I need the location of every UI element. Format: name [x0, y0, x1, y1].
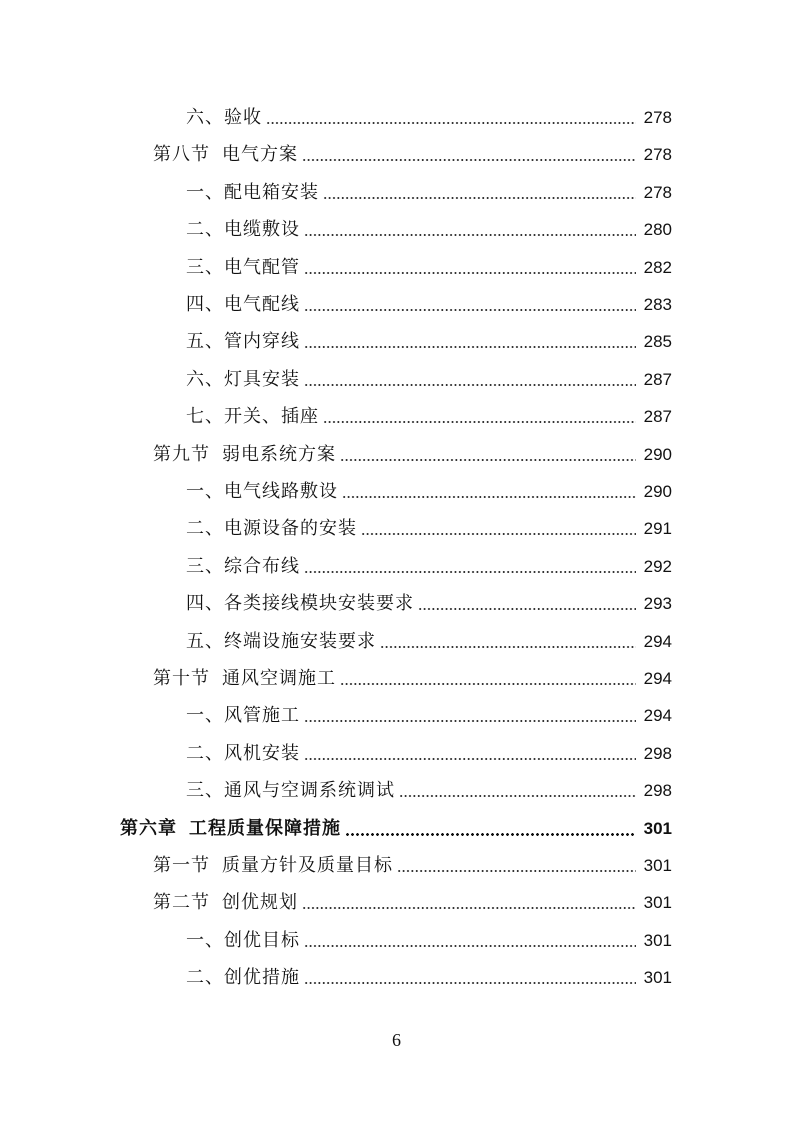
toc-entry[interactable] — [153, 848, 672, 878]
toc-entry[interactable] — [153, 137, 672, 167]
toc-entry[interactable] — [186, 624, 672, 654]
toc-entry-label: 三、综合布线 — [186, 555, 300, 577]
toc-entry-label: 第八节 — [153, 144, 210, 166]
toc-entry-label: 三、通风与空调系统调试 — [186, 780, 395, 802]
toc-entry-page: 298 — [643, 781, 672, 801]
toc-entry-label: 七、开关、插座 — [186, 406, 319, 428]
toc-entry-label: 五、终端设施安装要求 — [186, 630, 376, 652]
toc-entry-label: 第一节 — [153, 855, 210, 876]
toc-entry-label: 一、创优目标 — [186, 929, 300, 951]
toc-entry-page: 292 — [643, 556, 672, 576]
toc-entry[interactable] — [186, 250, 672, 280]
toc-entry-page: 278 — [643, 108, 672, 127]
toc-entry-page: 278 — [643, 182, 672, 202]
toc-entry[interactable] — [186, 698, 672, 728]
toc-entry[interactable] — [186, 586, 672, 616]
dot-leader — [345, 833, 636, 836]
toc-entry-label: 四、各类接线模块安装要求 — [186, 593, 414, 615]
toc-entry-page: 301 — [643, 818, 672, 838]
dot-leader — [397, 870, 636, 872]
toc-entry-page: 301 — [643, 856, 672, 875]
dot-leader — [323, 421, 636, 423]
dot-leader — [304, 346, 636, 348]
toc-entry-title: 通风空调施工 — [222, 668, 336, 689]
dot-leader — [304, 384, 636, 386]
dot-leader — [304, 309, 636, 311]
toc-entry-label: 五、管内穿线 — [186, 331, 300, 353]
toc-entry[interactable] — [186, 773, 672, 803]
toc-entry[interactable] — [186, 736, 672, 766]
toc-entry[interactable] — [186, 100, 672, 130]
toc-entry-label: 一、配电箱安装 — [186, 181, 319, 203]
toc-entry-page: 290 — [643, 444, 672, 464]
dot-leader — [399, 795, 636, 797]
toc-entry-page: 301 — [643, 930, 672, 950]
toc-entry[interactable] — [186, 474, 672, 504]
toc-entry-title: 工程质量保障措施 — [189, 817, 341, 839]
dot-leader — [304, 272, 636, 274]
dot-leader — [302, 159, 636, 161]
toc-entry-page: 298 — [643, 743, 672, 763]
toc-entry-page: 294 — [643, 669, 672, 688]
toc-entry-page: 285 — [643, 332, 672, 352]
toc-entry-label: 二、电源设备的安装 — [186, 518, 357, 540]
toc-entry-label: 第九节 — [153, 443, 210, 465]
toc-entry-title: 电气方案 — [222, 144, 298, 166]
dot-leader — [342, 496, 636, 498]
toc-entry-page: 278 — [643, 145, 672, 165]
toc-entry-page: 287 — [643, 369, 672, 389]
toc-entry-page: 287 — [643, 407, 672, 427]
toc-entry[interactable] — [153, 661, 672, 691]
toc-entry-label: 二、创优措施 — [186, 967, 300, 989]
toc-entry-label: 二、风机安装 — [186, 742, 300, 764]
toc-entry-page: 290 — [643, 482, 672, 501]
toc-entry-label: 二、电缆敷设 — [186, 219, 300, 241]
dot-leader — [304, 945, 636, 947]
dot-leader — [304, 234, 636, 236]
toc-entry-label: 一、电气线路敷设 — [186, 481, 338, 502]
toc-entry[interactable] — [186, 175, 672, 205]
dot-leader — [304, 571, 636, 573]
toc-entry[interactable] — [153, 885, 672, 915]
toc-entry-label: 三、电气配管 — [186, 256, 300, 278]
toc-entry[interactable] — [186, 923, 672, 953]
page-number: 6 — [392, 1030, 401, 1050]
toc-entry-page: 283 — [643, 295, 672, 314]
toc-entry[interactable] — [153, 437, 672, 467]
toc-entry[interactable] — [186, 324, 672, 354]
dot-leader — [361, 533, 636, 535]
toc-entry-page: 301 — [643, 968, 672, 988]
toc-entry-page: 293 — [643, 594, 672, 614]
toc-entry-title: 质量方针及质量目标 — [222, 855, 393, 876]
toc-entry-label: 第六章 — [120, 817, 177, 839]
toc-entry-page: 301 — [643, 893, 672, 913]
toc-entry-page: 291 — [643, 519, 672, 539]
dot-leader — [304, 982, 636, 984]
dot-leader — [323, 197, 636, 199]
toc-entry-title: 创优规划 — [222, 892, 298, 914]
toc-entry[interactable] — [186, 549, 672, 579]
toc-entry[interactable] — [186, 960, 672, 990]
toc-entry[interactable] — [186, 511, 672, 541]
toc-entry[interactable] — [186, 287, 672, 317]
toc-entry-page: 282 — [643, 257, 672, 277]
dot-leader — [380, 646, 636, 648]
dot-leader — [340, 683, 636, 685]
toc-entry-title: 弱电系统方案 — [222, 443, 336, 465]
dot-leader — [304, 758, 636, 760]
toc-entry-label: 第十节 — [153, 668, 210, 689]
toc-entry-label: 六、灯具安装 — [186, 368, 300, 390]
dot-leader — [418, 608, 636, 610]
toc-entry[interactable] — [186, 362, 672, 392]
toc-entry-label: 一、风管施工 — [186, 705, 300, 727]
dot-leader — [304, 720, 636, 722]
toc-entry-label: 六、验收 — [186, 107, 262, 128]
dot-leader — [266, 122, 636, 124]
toc-entry-page: 280 — [643, 220, 672, 240]
toc-entry[interactable] — [186, 212, 672, 242]
toc-entry-page: 294 — [643, 706, 672, 726]
dot-leader — [302, 907, 636, 909]
toc-entry-label: 第二节 — [153, 892, 210, 914]
toc-entry-label: 四、电气配线 — [186, 294, 300, 315]
toc-entry[interactable] — [186, 399, 672, 429]
toc-entry-page: 294 — [643, 631, 672, 651]
dot-leader — [340, 459, 636, 461]
toc-entry[interactable] — [120, 811, 672, 841]
